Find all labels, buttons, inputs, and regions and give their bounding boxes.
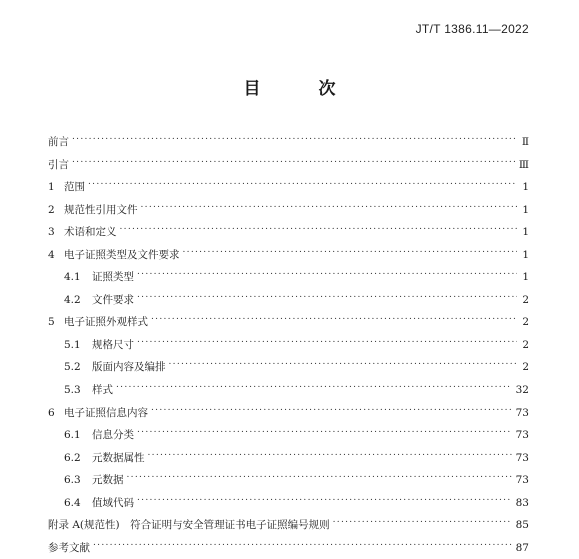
toc-section-number: 5.2: [64, 361, 81, 374]
toc-entry[interactable]: [48, 168, 529, 194]
toc-dot-leader: [151, 394, 512, 416]
toc-entry[interactable]: [48, 236, 529, 259]
toc-page-number: 73: [515, 474, 529, 487]
toc-entry[interactable]: [48, 191, 529, 214]
toc-entry-label: 样式: [92, 384, 113, 397]
toc-page-number: 1: [522, 271, 529, 284]
toc-page-number: 2: [522, 361, 529, 374]
toc-entry-label: 电子证照类型及文件要求: [64, 248, 180, 261]
toc-dot-leader: [127, 461, 512, 483]
toc-page-number: 1: [522, 203, 529, 216]
toc-entry-label: 规格尺寸: [92, 338, 134, 351]
toc-section-number: 3: [48, 226, 55, 239]
standard-code: JT/T 1386.11—2022: [415, 22, 529, 36]
toc-entry-label: 电子证照信息内容: [64, 406, 148, 419]
toc-dot-leader: [333, 506, 512, 528]
toc-dot-leader: [137, 416, 512, 438]
toc-dot-leader: [141, 191, 518, 213]
toc-page-number: 1: [522, 248, 529, 261]
toc-dot-leader: [169, 348, 518, 370]
toc-page-number: 87: [515, 541, 529, 554]
toc-entry-label: 范围: [64, 181, 85, 194]
toc-entry-references[interactable]: [48, 529, 529, 552]
toc-page-number: 73: [515, 406, 529, 419]
toc-entry-label: 术语和定义: [64, 226, 117, 239]
toc-dot-leader: [72, 146, 515, 168]
toc-dot-leader: [137, 326, 517, 348]
toc-entry-label: 参考文献: [48, 541, 90, 554]
toc-page-number: 85: [515, 519, 529, 532]
toc-entry-label: 信息分类: [92, 429, 134, 442]
toc-section-number: 4.2: [64, 293, 81, 306]
toc-entry[interactable]: [48, 146, 529, 169]
toc-page-number: 2: [522, 316, 529, 329]
toc-subentry[interactable]: [48, 371, 529, 397]
toc-page-number: 2: [522, 293, 529, 306]
toc-page-number: 1: [522, 181, 529, 194]
toc-entry-label: 规范性引用文件: [64, 203, 138, 216]
toc-section-number: 4: [48, 248, 55, 261]
toc-section-number: 1: [48, 181, 55, 194]
toc-dot-leader: [137, 484, 512, 506]
toc-dot-leader: [120, 213, 518, 235]
toc-dot-leader: [151, 303, 517, 325]
toc-dot-leader: [88, 168, 517, 190]
toc-page-number: Ⅱ: [521, 136, 529, 148]
toc-entry-label: 元数据属性: [92, 451, 145, 464]
toc-entry-label: 电子证照外观样式: [64, 316, 148, 329]
toc-page-number: 1: [522, 226, 529, 239]
toc-section-number: 5: [48, 316, 55, 329]
toc-entry-label: 前言: [48, 136, 69, 148]
toc-page-number: 73: [515, 451, 529, 464]
toc-entry-label: 引言: [48, 158, 69, 171]
toc-section-number: 5.3: [64, 384, 81, 397]
toc-section-number: 6.1: [64, 429, 81, 442]
toc-dot-leader: [116, 371, 512, 393]
toc-dot-leader: [137, 281, 517, 303]
toc-section-number: 6: [48, 406, 55, 419]
toc-entry-label: 附录 A(规范性) 符合证明与安全管理证书电子证照编号规则: [48, 519, 330, 532]
toc-dot-leader: [72, 123, 517, 145]
toc-entry[interactable]: [48, 213, 529, 239]
toc-section-number: 6.4: [64, 496, 81, 509]
toc-entry-label: 元数据: [92, 474, 124, 487]
toc-page-number: Ⅲ: [518, 158, 529, 171]
toc-section-number: 6.3: [64, 474, 81, 487]
toc-page-number: 32: [515, 384, 529, 397]
toc-section-number: 4.1: [64, 271, 81, 284]
page-title: 目 次: [243, 79, 362, 99]
toc-entry-label: 文件要求: [92, 293, 134, 306]
toc-section-number: 5.1: [64, 338, 81, 351]
toc-entry-label: 版面内容及编排: [92, 361, 166, 374]
toc-dot-leader: [148, 439, 512, 461]
toc-entry-label: 值域代码: [92, 496, 134, 509]
toc-dot-leader: [93, 529, 512, 551]
toc-entry[interactable]: [48, 394, 529, 417]
toc-dot-leader: [137, 258, 517, 280]
toc-dot-leader: [183, 236, 518, 258]
toc-section-number: 2: [48, 203, 55, 216]
toc-entry-label: 证照类型: [92, 271, 134, 284]
toc-page-number: 83: [515, 496, 529, 509]
toc-page-number: 73: [515, 429, 529, 442]
toc-entry[interactable]: [48, 123, 529, 146]
toc-section-number: 6.2: [64, 451, 81, 464]
table-of-contents: [48, 123, 529, 554]
toc-page-number: 2: [522, 338, 529, 351]
